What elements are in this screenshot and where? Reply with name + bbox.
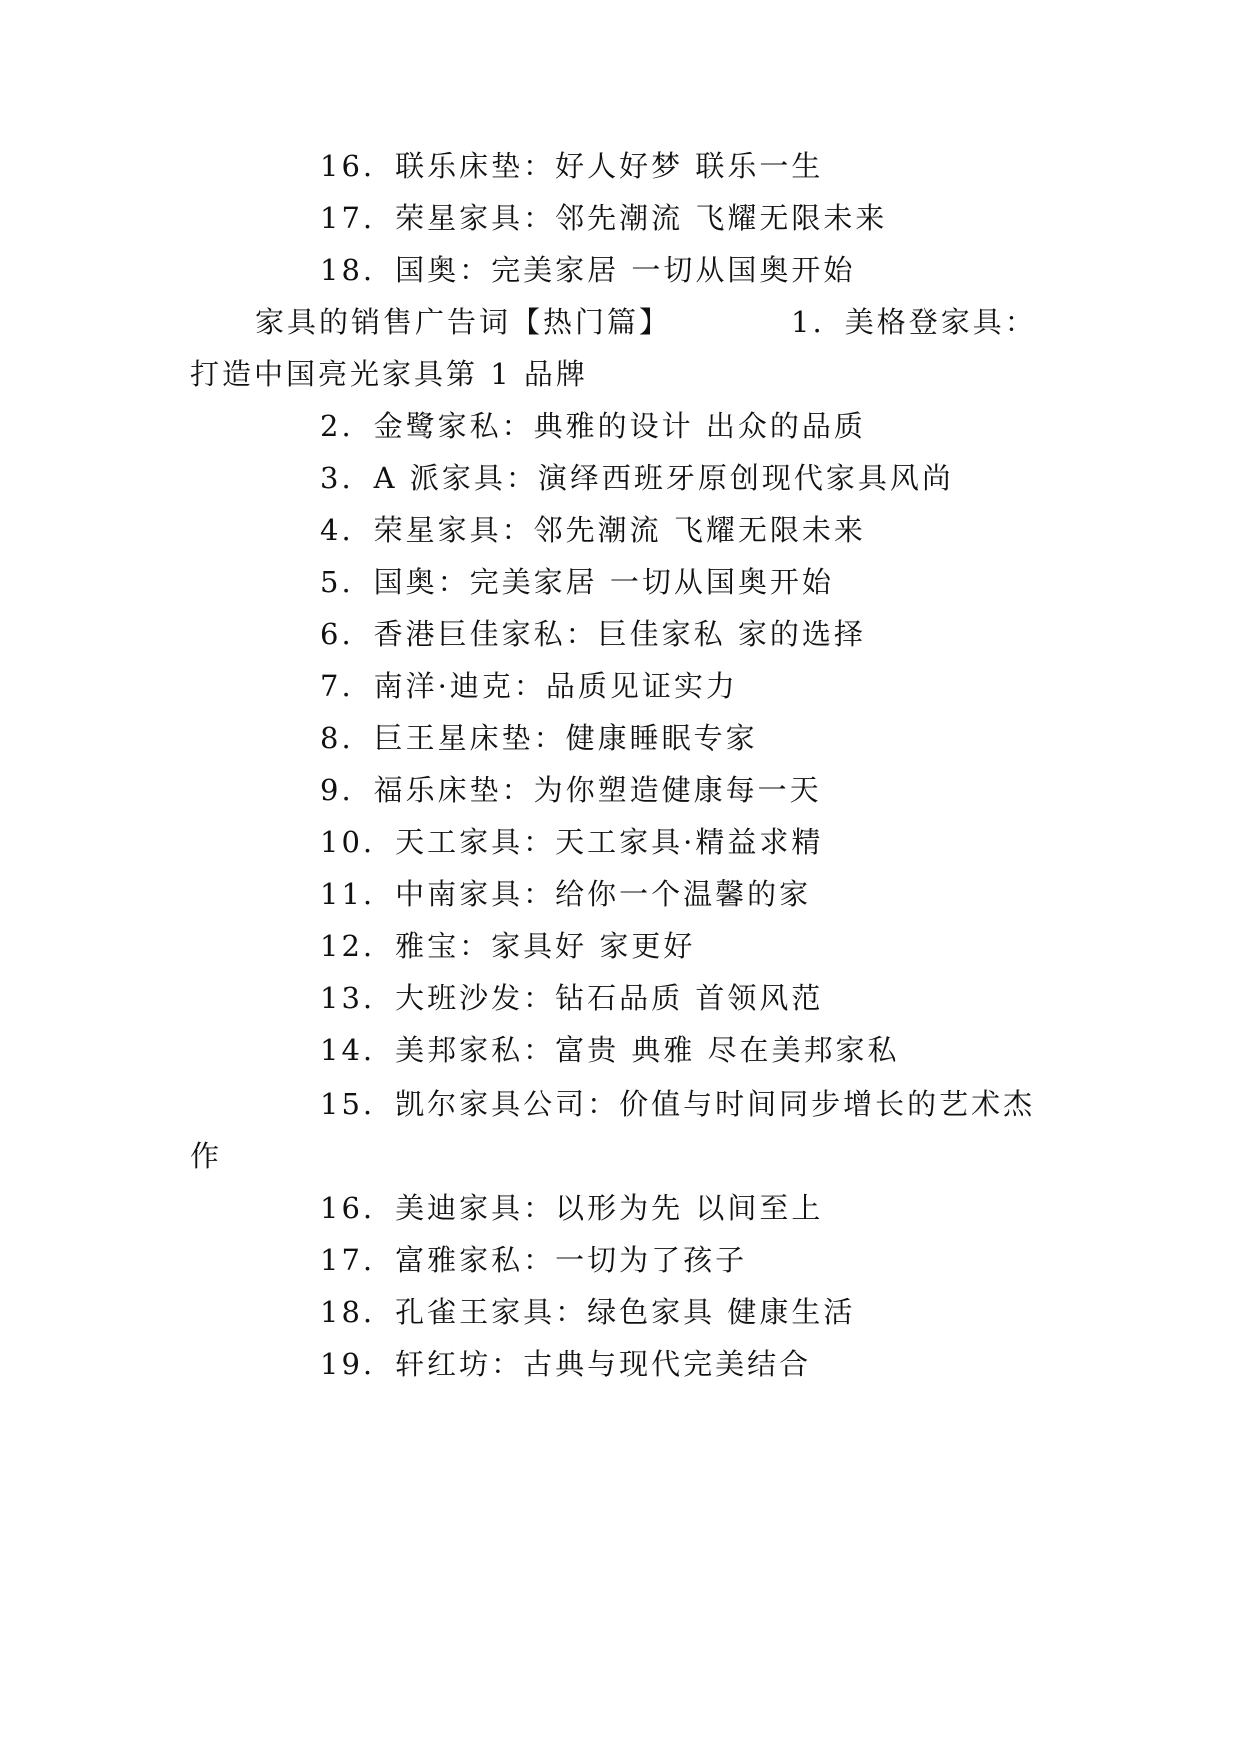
item-text: 荣星家具：邻先潮流 飞耀无限未来 [373,513,866,547]
item-text: 美格登家具： [844,305,1037,339]
list-item [320,616,866,652]
item-number: 3. [320,461,354,495]
item-text: 国奥：完美家居 一切从国奥开始 [395,253,856,287]
section-title: 家具的销售广告词【热门篇】 [255,305,672,339]
item-text: 金鹭家私：典雅的设计 出众的品质 [373,409,866,443]
item-text: 南洋·迪克：品质见证实力 [373,669,738,703]
section-heading-line [255,304,1037,340]
list-item [320,1190,823,1226]
list-item [320,512,866,548]
item-number: 10. [320,825,376,859]
item-number: 17. [320,1243,376,1277]
item-number: 18. [320,1295,376,1329]
item-number: 12. [320,929,376,963]
item-number: 11. [320,877,376,911]
item-number: 6. [320,617,354,651]
item-text: 富雅家私：一切为了孩子 [395,1243,748,1277]
item-text: 国奥：完美家居 一切从国奥开始 [373,565,834,599]
item-text: 巨王星床垫：健康睡眠专家 [373,721,758,755]
item-text: 打造中国亮光家具第 1 品牌 [190,357,588,391]
item-number: 8. [320,721,354,755]
item-text: 天工家具：天工家具·精益求精 [395,825,824,859]
item-number: 14. [320,1033,376,1067]
item-text: 孔雀王家具：绿色家具 健康生活 [395,1295,856,1329]
item-text-continuation [190,1138,222,1174]
item-text: 福乐床垫：为你塑造健康每一天 [373,773,822,807]
item-number: 1. [791,305,825,339]
list-item [320,148,823,184]
item-number: 2. [320,409,354,443]
list-item [320,772,822,808]
list-item [320,720,758,756]
list-item [320,252,855,288]
list-item [320,668,738,704]
list-item [320,1086,1035,1122]
item-text: 荣星家具：邻先潮流 飞耀无限未来 [395,201,888,235]
item-text: 凯尔家具公司：价值与时间同步增长的艺术杰 [395,1087,1036,1121]
item-text: 作 [190,1139,223,1173]
item-text: 雅宝：家具好 家更好 [395,929,696,963]
item-text: 香港巨佳家私：巨佳家私 家的选择 [373,617,866,651]
item-number: 16. [320,149,376,183]
list-item [320,200,887,236]
item-number: 19. [320,1347,376,1381]
list-item [320,876,811,912]
list-item [320,928,695,964]
item-text: 美邦家私：富贵 典雅 尽在美邦家私 [395,1033,900,1067]
list-item [320,408,866,444]
item-text: 中南家具：给你一个温馨的家 [395,877,812,911]
list-item [320,1294,855,1330]
item-number: 4. [320,513,354,547]
item-text: 联乐床垫：好人好梦 联乐一生 [395,149,824,183]
item-text-continuation [190,356,588,392]
item-text: 大班沙发：钻石品质 首领风范 [395,981,824,1015]
item-number: 15. [320,1087,376,1121]
list-item [320,1242,747,1278]
item-number: 7. [320,669,354,703]
item-text: A 派家具：演绎西班牙原创现代家具风尚 [373,461,954,495]
item-number: 13. [320,981,376,1015]
list-item [320,564,834,600]
list-item [320,1032,900,1068]
list-item [320,824,823,860]
item-text: 轩红坊：古典与现代完美结合 [395,1347,812,1381]
list-item [320,460,954,496]
item-number: 9. [320,773,354,807]
list-item [320,1346,811,1382]
item-text: 美迪家具：以形为先 以间至上 [395,1191,824,1225]
item-number: 16. [320,1191,376,1225]
item-number: 17. [320,201,376,235]
item-number: 18. [320,253,376,287]
item-number: 5. [320,565,354,599]
list-item [320,980,823,1016]
